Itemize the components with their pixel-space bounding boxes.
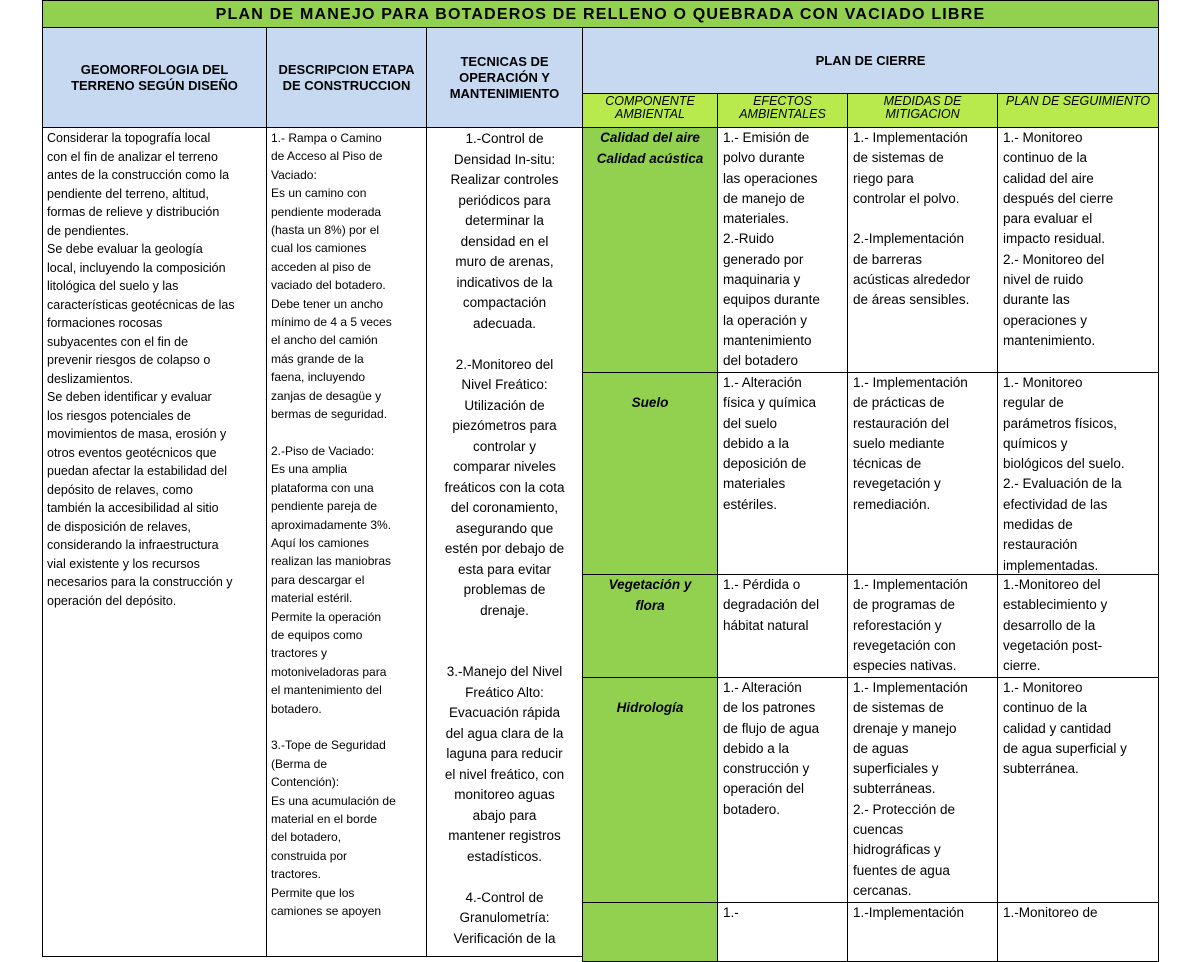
subheader-efectos: EFECTOS AMBIENTALES xyxy=(717,93,848,128)
medidas-suelo: 1.- Implementación de prácticas de restauración del suelo mediante técnicas de revegetación y remediación. xyxy=(847,372,998,575)
efectos-hidrologia: 1.- Alteración de los patrones de flujo de agua debido a la construcción y operación del botadero. xyxy=(717,677,848,903)
medidas-hidrologia: 1.- Implementación de sistemas de drenaje y manejo de aguas superficiales y subterráneas. 2.- Protección de cuencas hidrográficas y fuentes de agua cercanas. xyxy=(847,677,998,903)
medidas-row5: 1.-Implementación xyxy=(847,902,998,962)
seguimiento-hidrologia: 1.- Monitoreo continuo de la calidad y cantidad de agua superficial y subterránea. xyxy=(997,677,1159,903)
medidas-vegetacion: 1.- Implementación de programas de reforestación y revegetación con especies nativas. xyxy=(847,574,998,678)
geomorfologia-text: Considerar la topografía local con el fin de analizar el terreno antes de la construcción como la pendiente del terreno, altitud, formas de relieve y distribución de pendientes. Se debe evaluar la geología local, incluyendo la composición litológica del suelo y las características geotécnicas de las formaciones rocosas subyacentes con el fin de prevenir riesgos de colapso o deslizamientos. Se deben identificar y evaluar los riesgos potenciales de movimientos de masa, erosión y otros eventos geotécnicos que puedan afectar la estabilidad del depósito de relaves, como también la accesibilidad al sitio de disposición de relaves, considerando la infraestructura vial existente y los recursos necesarios para la construcción y operación del depósito. xyxy=(42,127,267,957)
header-geomorfologia: GEOMORFOLOGIA DEL TERRENO SEGÚN DISEÑO xyxy=(42,27,267,128)
management-plan-table xyxy=(42,0,1159,946)
componente-aire: Calidad del aire Calidad acústica xyxy=(582,127,718,373)
seguimiento-suelo: 1.- Monitoreo regular de parámetros físicos, químicos y biológicos del suelo. 2.- Evaluación de la efectividad de las medidas de restauración implementadas. xyxy=(997,372,1159,575)
table-title: PLAN DE MANEJO PARA BOTADEROS DE RELLENO O QUEBRADA CON VACIADO LIBRE xyxy=(42,0,1159,28)
componente-vegetacion: Vegetación y flora xyxy=(582,574,718,678)
efectos-vegetacion: 1.- Pérdida o degradación del hábitat natural xyxy=(717,574,848,678)
header-plan-cierre: PLAN DE CIERRE xyxy=(582,27,1159,94)
seguimiento-aire: 1.- Monitoreo continuo de la calidad del aire después del cierre para evaluar el impacto residual. 2.- Monitoreo del nivel de ruido durante las operaciones y mantenimiento. xyxy=(997,127,1159,373)
subheader-medidas: MEDIDAS DE MITIGACION xyxy=(847,93,998,128)
seguimiento-row5: 1.-Monitoreo de xyxy=(997,902,1159,962)
efectos-aire: 1.- Emisión de polvo durante las operaciones de manejo de materiales. 2.-Ruido generado por maquinaria y equipos durante la operación y mantenimiento del botadero xyxy=(717,127,848,373)
componente-row5 xyxy=(582,902,718,962)
descripcion-text: 1.- Rampa o Camino de Acceso al Piso de Vaciado: Es un camino con pendiente moderada (hasta un 8%) por el cual los camiones acceden al piso de vaciado del botadero. Debe tener un ancho mínimo de 4 a 5 veces el ancho del camión más grande de la faena, incluyendo zanjas de desagüe y bermas de seguridad. 2.-Piso de Vaciado: Es una amplia plataforma con una pendiente pareja de aproximadamente 3%. Aquí los camiones realizan las maniobras para descargar el material estéril. Permite la operación de equipos como tractores y motoniveladoras para el mantenimiento del botadero. 3.-Tope de Seguridad (Berma de Contención): Es una acumulación de material en el borde del botadero, construida por tractores. Permite que los camiones se apoyen xyxy=(266,127,427,957)
seguimiento-vegetacion: 1.-Monitoreo del establecimiento y desarrollo de la vegetación post- cierre. xyxy=(997,574,1159,678)
tecnicas-text: 1.-Control de Densidad In-situ: Realizar controles periódicos para determinar la densidad en el muro de arenas, indicativos de la compactación adecuada. 2.-Monitoreo del Nivel Freático: Utilización de piezómetros para controlar y comparar niveles freáticos con la cota del coronamiento, asegurando que estén por debajo de esta para evitar problemas de drenaje. 3.-Manejo del Nivel Freático Alto: Evacuación rápida del agua clara de la laguna para reducir el nivel freático, con monitoreo aguas abajo para mantener registros estadísticos. 4.-Control de Granulometría: Verificación de la xyxy=(426,127,583,957)
subheader-seguimiento: PLAN DE SEGUIMIENTO xyxy=(997,93,1159,128)
componente-hidrologia: Hidrología xyxy=(582,677,718,903)
subheader-componente: COMPONENTE AMBIENTAL xyxy=(582,93,718,128)
header-tecnicas: TECNICAS DE OPERACIÓN Y MANTENIMIENTO xyxy=(426,27,583,128)
efectos-row5: 1.- xyxy=(717,902,848,962)
efectos-suelo: 1.- Alteración física y química del suelo debido a la deposición de materiales estériles. xyxy=(717,372,848,575)
medidas-aire: 1.- Implementación de sistemas de riego para controlar el polvo. 2.-Implementación de barreras acústicas alrededor de áreas sensibles. xyxy=(847,127,998,373)
header-descripcion: DESCRIPCION ETAPA DE CONSTRUCCION xyxy=(266,27,427,128)
componente-suelo: Suelo xyxy=(582,372,718,575)
